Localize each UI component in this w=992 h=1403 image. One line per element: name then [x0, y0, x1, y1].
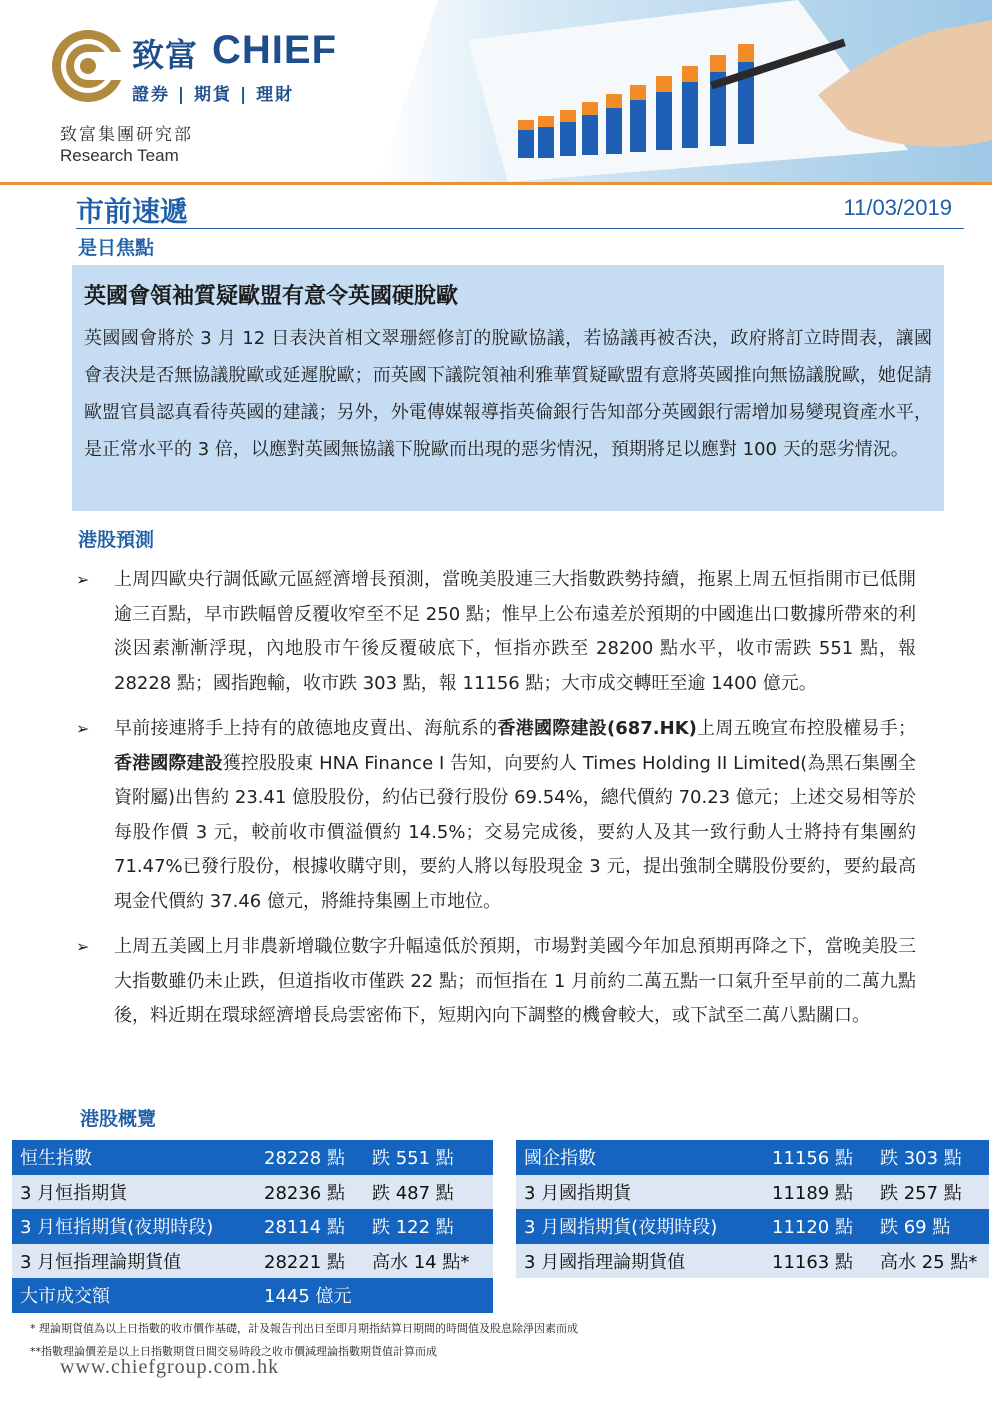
table-cell: 國企指數	[516, 1140, 764, 1175]
table-row	[516, 1175, 989, 1210]
table-cell: 11120 點	[764, 1209, 872, 1244]
bullet-text: 上周五美國上月非農新增職位數字升幅遠低於預期，市場對美國今年加息預期再降之下，當晚美股三大指數雖仍未止跌，但道指收市僅跌 22 點；而恒指在 1 月前約二萬五點一口氣升至早前的二萬九點後，料近期在環球經濟增長烏雲密佈下，短期內向下調整的機會較大，或下試至二萬八點關口。	[114, 936, 916, 1026]
arrow-bullet-icon: ➢	[76, 719, 90, 738]
table-row	[12, 1140, 493, 1175]
table-cell: 跌 257 點	[872, 1175, 989, 1210]
bullet-text: 早前接連將手上持有的啟德地皮賣出、海航系的	[114, 718, 498, 739]
table-cell: 28114 點	[256, 1209, 364, 1244]
table-cell: 3 月國指期貨(夜期時段)	[516, 1209, 764, 1244]
logo-text-cn: 致富	[132, 36, 199, 74]
table-cell: 跌 122 點	[364, 1209, 493, 1244]
team-name-en: Research Team	[60, 146, 179, 165]
table-cell: 恒生指數	[12, 1140, 256, 1175]
focus-body: 英國國會將於 3 月 12 日表決首相文翠珊經修訂的脫歐協議，若協議再被否決，政府將訂立時間表，讓國會表決是否無協議脫歐或延遲脫歐；而英國下議院領袖利雅華質疑歐盟有意將英國推向無協議脫歐，她促請歐盟官員認真看待英國的建議；另外，外電傳媒報導指英倫銀行告知部分英國銀行需增加易變現資產水平，是正常水平的 3 倍，以應對英國無協議下脫歐而出現的惡劣情況，預期將足以應對 100 天的惡劣情況。	[84, 328, 932, 460]
table-cell: 28221 點	[256, 1244, 364, 1279]
hscei-overview-table	[516, 1140, 989, 1278]
title-rule	[76, 228, 964, 229]
hsi-overview-table	[12, 1140, 493, 1313]
focus-box	[72, 265, 944, 511]
header-divider	[0, 182, 992, 185]
table-cell: 3 月國指理論期貨值	[516, 1244, 764, 1279]
table-cell: 3 月恒指期貨(夜期時段)	[12, 1209, 256, 1244]
table-cell: 高水 14 點*	[364, 1244, 493, 1279]
company-name-bold: 香港國際建設(687.HK)	[497, 718, 697, 739]
table-cell: 28228 點	[256, 1140, 364, 1175]
arrow-bullet-icon: ➢	[76, 570, 90, 589]
table-row	[516, 1244, 989, 1279]
table-cell: 跌 303 點	[872, 1140, 989, 1175]
table-cell: 3 月國指期貨	[516, 1175, 764, 1210]
overview-section-label: 港股概覽	[80, 1108, 157, 1130]
list-item	[76, 930, 916, 1034]
bullet-text: 上周四歐央行調低歐元區經濟增長預測，當晚美股連三大指數跌勢持續，拖累上周五恒指開市已低開逾三百點，早市跌幅曾反覆收窄至不足 250 點；惟早上公布遠差於預期的中國進出口數據所帶來的利淡因素漸漸浮現，內地股市午後反覆破底下，恒指亦跌至 28200 點水平，收市需跌 551 點，報 28228 點；國指跑輸，收市跌 303 點，報 11156 點；大市成交轉旺至逾 1400 億元。	[114, 569, 916, 694]
table-cell: 11189 點	[764, 1175, 872, 1210]
team-name-cn: 致富集團研究部	[60, 125, 193, 145]
bullet-text: 上周五晚宣布控股權易手；	[696, 718, 917, 739]
table-cell: 跌 69 點	[872, 1209, 989, 1244]
bullet-text: 獲控股股東 HNA Finance I 告知，向要約人 Times Holding II Limited(為黑石集團全資附屬)出售約 23.41 億股股份，約佔已發行股份 69.54%，總代價約 70.23 億元；上述交易相等於每股作價 3 元，較前收市價溢價約 14.5%；交易完成後，要約人及其一致行動人士將持有集團約 71.47%已發行股份，根據收購守則，要約人將以每股現金 3 元，提出強制全購股份要約，要約最高現金代價約 37.46 億元，將維持集團上市地位。	[114, 752, 916, 912]
table-cell: 跌 487 點	[364, 1175, 493, 1210]
footnote-1: * 理論期貨值為以上日指數的收市價作基礎，計及報告刊出日至即月期指結算日期間的時間值及股息除淨因素而成	[30, 1322, 578, 1335]
table-cell: 高水 25 點*	[872, 1244, 989, 1279]
table-cell: 1445 億元	[256, 1278, 364, 1313]
list-item	[76, 712, 916, 919]
forecast-bullets	[76, 563, 916, 1045]
footnote-2: **指數理論價差是以上日指數期貨日間交易時段之收市價減理論指數期貨值計算而成	[30, 1345, 437, 1358]
forecast-section-label: 港股預測	[78, 529, 155, 551]
table-cell: 3 月恒指理論期貨值	[12, 1244, 256, 1279]
arrow-bullet-icon: ➢	[76, 937, 90, 956]
table-cell: 28236 點	[256, 1175, 364, 1210]
focus-headline: 英國會領袖質疑歐盟有意令英國硬脫歐	[84, 284, 459, 309]
company-logo-icon	[50, 28, 126, 104]
footer-website-link[interactable]: www.chiefgroup.com.hk	[60, 1356, 280, 1378]
table-row	[12, 1278, 493, 1313]
table-cell: 11163 點	[764, 1244, 872, 1279]
table-cell: 11156 點	[764, 1140, 872, 1175]
table-row	[12, 1244, 493, 1279]
table-row	[12, 1209, 493, 1244]
document-title: 市前速遞	[76, 195, 189, 228]
company-name-bold: 香港國際建設	[114, 752, 223, 774]
table-row	[516, 1209, 989, 1244]
logo-text-en: CHIEF	[212, 28, 337, 72]
table-row	[12, 1175, 493, 1210]
page-header	[0, 0, 992, 182]
logo-subtitle: 證券 | 期貨 | 理財	[132, 85, 295, 105]
header-chart-image	[378, 0, 992, 182]
document-date: 11/03/2019	[843, 195, 952, 220]
table-cell	[364, 1278, 493, 1313]
table-cell: 3 月恒指期貨	[12, 1175, 256, 1210]
list-item	[76, 563, 916, 701]
table-cell: 大市成交額	[12, 1278, 256, 1313]
table-cell: 跌 551 點	[364, 1140, 493, 1175]
focus-section-label: 是日焦點	[78, 237, 155, 259]
table-row	[516, 1140, 989, 1175]
